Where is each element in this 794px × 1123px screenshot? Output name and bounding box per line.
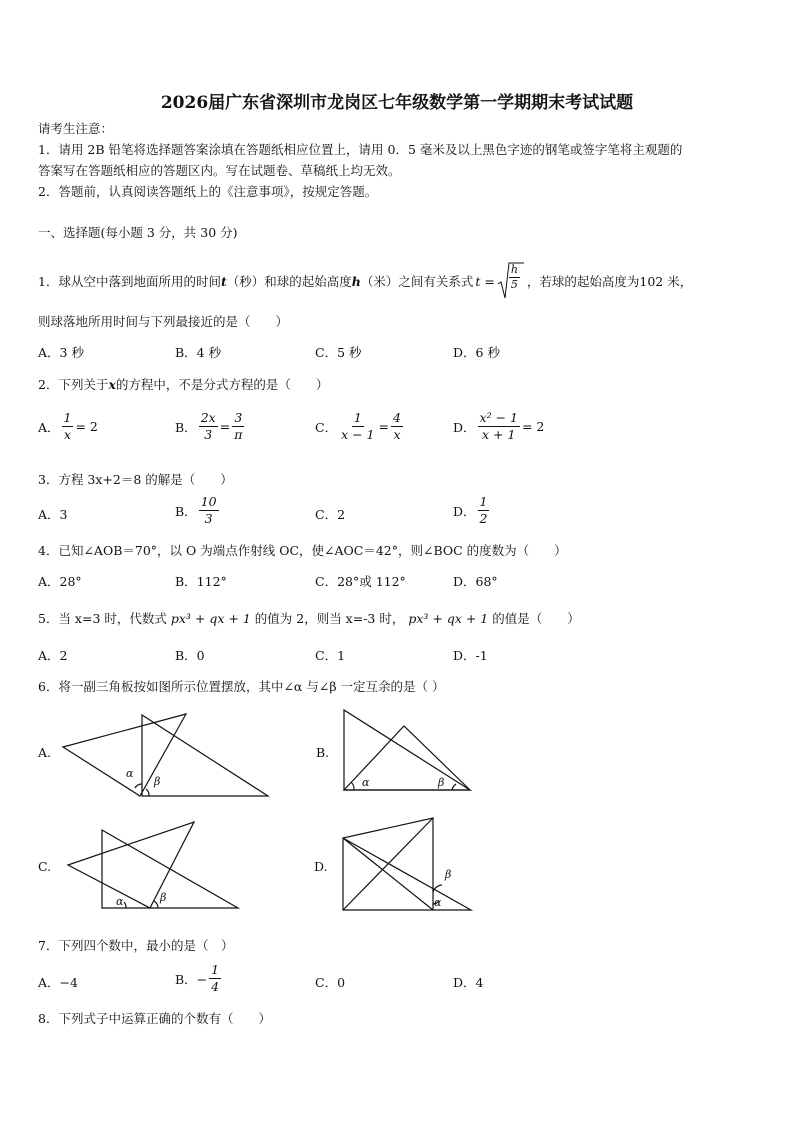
- q6-option-d-label[interactable]: D.: [314, 859, 328, 874]
- q6-figure-a[interactable]: [60, 712, 270, 798]
- q6-figure-b[interactable]: [342, 708, 472, 792]
- q2-stem-part-1: 2．下列关于: [38, 377, 109, 392]
- q1-text-part-3: （米）之间有关系式: [360, 274, 474, 289]
- q2-a-numerator: 1: [63, 410, 72, 425]
- q1-option-a[interactable]: A．3 秒: [38, 345, 84, 360]
- q5-expression-2: px³ + qx + 1: [408, 611, 489, 626]
- q2-var-x: x: [108, 377, 116, 392]
- q5-option-c[interactable]: C．1: [315, 648, 346, 663]
- alpha-label-d: α: [434, 896, 442, 909]
- q1-var-t: t: [220, 273, 227, 289]
- beta-label-c: β: [160, 891, 167, 904]
- q6-option-b-label[interactable]: B.: [316, 745, 330, 760]
- q7-option-d[interactable]: D．4: [453, 975, 484, 990]
- q6-figure-c[interactable]: [66, 820, 242, 912]
- question-2-stem: [38, 375, 328, 393]
- q2-d-rhs: = 2: [521, 419, 545, 434]
- q3-option-b-label: B．: [175, 503, 197, 519]
- q2-option-a[interactable]: [38, 410, 98, 443]
- q7-b-denominator: 4: [211, 979, 220, 994]
- q2-option-a-label: A．: [38, 419, 60, 435]
- q4-option-b[interactable]: B．112°: [175, 574, 227, 589]
- q2-c-numerator: 1: [353, 410, 362, 425]
- q6-option-c-label[interactable]: C.: [38, 859, 52, 874]
- q2-option-c[interactable]: [315, 410, 405, 443]
- question-5-stem: [38, 609, 580, 627]
- q7-option-a[interactable]: A．−4: [38, 975, 78, 990]
- q1-sqrt-formula: [498, 262, 524, 300]
- notice-heading: 请考生注意：: [38, 121, 114, 136]
- q2-c-equals: =: [378, 419, 389, 434]
- beta-label-b: β: [438, 776, 445, 789]
- q3-option-a[interactable]: A．3: [38, 507, 68, 522]
- q2-d-denominator: x + 1: [482, 427, 516, 442]
- alpha-label-b: α: [362, 776, 370, 789]
- q2-b-numerator-2: 3: [234, 410, 243, 425]
- alpha-label-c: α: [116, 895, 124, 908]
- beta-label-a: β: [154, 775, 161, 788]
- notice-item-1-line-1: 1．请用 2B 铅笔将选择题答案涂填在答题纸相应位置上，请用 0．5 毫米及以上黑色字迹的钢笔或签字笔将主观题的: [38, 142, 683, 157]
- q4-option-c[interactable]: C．28°或 112°: [315, 574, 406, 589]
- question-1-line-2: 则球落地所用时间与下列最接近的是（ ）: [38, 314, 289, 329]
- q2-c-denominator: x − 1: [341, 427, 375, 442]
- q5-option-a[interactable]: A．2: [38, 648, 68, 663]
- q6-option-a-label[interactable]: A.: [38, 745, 52, 760]
- notice-item-2: 2．答题前，认真阅读答题纸上的《注意事项》，按规定答题。: [38, 184, 378, 199]
- exam-title: 2026届广东省深圳市龙岗区七年级数学第一学期期末考试试题: [160, 93, 634, 113]
- q1-formula-lhs: t =: [475, 273, 495, 289]
- q1-option-d[interactable]: D．6 秒: [453, 345, 500, 360]
- q3-d-numerator: 1: [479, 494, 488, 509]
- question-8-stem: 8．下列式子中运算正确的个数有（ ）: [38, 1011, 271, 1026]
- q1-formula-denominator: 5: [510, 278, 518, 291]
- q1-text-part-2: （秒）和球的起始高度: [226, 274, 352, 289]
- q4-option-a[interactable]: A．28°: [38, 574, 82, 589]
- q2-a-rhs: = 2: [75, 419, 98, 434]
- q5-option-b[interactable]: B．0: [175, 648, 205, 663]
- q7-b-numerator: 1: [211, 962, 220, 977]
- q5-expression-1: px³ + qx + 1: [170, 611, 251, 626]
- q2-a-denominator: x: [63, 427, 72, 442]
- q1-text-part-1: 1．球从空中落到地面所用的时间: [38, 274, 221, 289]
- q1-option-c[interactable]: C．5 秒: [315, 345, 362, 360]
- q5-option-d[interactable]: D．-1: [453, 648, 488, 663]
- q2-b-equals: =: [219, 419, 231, 434]
- q7-option-c[interactable]: C．0: [315, 975, 346, 990]
- q4-option-d[interactable]: D．68°: [453, 574, 498, 589]
- q5-stem-part-1: 5．当 x=3 时，代数式: [38, 611, 167, 626]
- question-7-stem: 7．下列四个数中，最小的是（ ）: [38, 938, 234, 953]
- q2-option-b[interactable]: [175, 410, 246, 443]
- q2-b-numerator: 2x: [200, 410, 216, 425]
- q2-option-c-label: C．: [315, 419, 338, 435]
- question-1-stem: [38, 262, 692, 300]
- q2-option-d[interactable]: [453, 410, 544, 443]
- q3-b-denominator: 3: [204, 511, 213, 526]
- q2-option-d-label: D．: [453, 419, 476, 435]
- q2-c-denominator-2: x: [393, 427, 401, 442]
- q2-c-numerator-2: 4: [393, 410, 401, 425]
- q2-d-numerator: x² − 1: [479, 410, 518, 425]
- beta-label-d: β: [445, 868, 452, 881]
- q5-stem-part-2: 的值为 2，则当 x=-3 时，: [254, 611, 405, 626]
- question-4-stem: 4．已知∠AOB＝70°，以 O 为端点作射线 OC，使∠AOC＝42°，则∠BOC 的度数为（ ）: [38, 543, 567, 558]
- q2-b-denominator: 3: [204, 427, 213, 442]
- q1-option-b[interactable]: B．4 秒: [175, 345, 222, 360]
- q7-option-b[interactable]: [175, 962, 223, 995]
- q2-stem-part-2: 的方程中，不是分式方程的是（ ）: [115, 377, 329, 392]
- q3-d-denominator: 2: [479, 511, 488, 526]
- q1-formula-numerator: h: [510, 263, 518, 276]
- q1-text-part-4: ，若球的起始高度为102 米，: [526, 274, 693, 289]
- q2-b-denominator-2: π: [234, 427, 243, 442]
- q2-option-b-label: B．: [175, 419, 197, 435]
- q3-b-numerator: 10: [200, 494, 217, 509]
- q7-option-b-label: B．−: [175, 971, 208, 987]
- q3-option-b[interactable]: [175, 494, 221, 527]
- question-3-stem: 3．方程 3x+2＝8 的解是（ ）: [38, 472, 233, 487]
- q1-var-h: h: [351, 273, 361, 289]
- q3-option-c[interactable]: C．2: [315, 507, 346, 522]
- q6-figure-d[interactable]: [341, 816, 475, 912]
- q3-option-d-label: D．: [453, 503, 476, 519]
- alpha-label-a: α: [126, 767, 134, 780]
- q5-stem-part-3: 的值是（ ）: [492, 611, 580, 626]
- question-6-stem: 6．将一副三角板按如图所示位置摆放，其中∠α 与∠β 一定互余的是（ ）: [38, 679, 445, 694]
- q3-option-d[interactable]: [453, 494, 491, 527]
- notice-item-1-line-2: 答案写在答题纸相应的答题区内。写在试题卷、草稿纸上均无效。: [38, 163, 401, 178]
- section-heading: 一、选择题(每小题 3 分，共 30 分): [38, 225, 238, 240]
